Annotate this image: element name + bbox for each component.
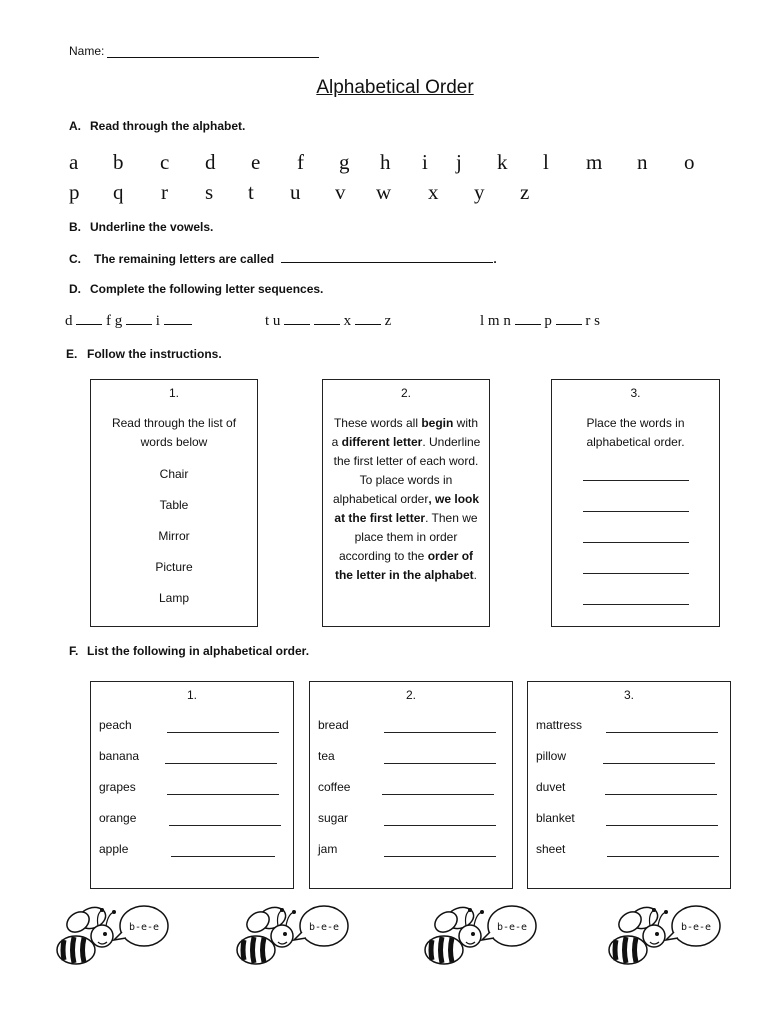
word-table: Table	[159, 498, 189, 512]
bee-bubble-text: b-e-e	[496, 922, 528, 933]
sequence-1-part: i	[155, 313, 160, 329]
word-mirror: Mirror	[158, 529, 190, 543]
bee-bubble-text: b-e-e	[680, 922, 712, 933]
answer-line[interactable]	[583, 573, 689, 574]
list-word: mattress	[536, 718, 583, 732]
answer-line[interactable]	[384, 856, 496, 857]
box-2-bold-part: different letter	[341, 435, 423, 449]
section-c-heading	[69, 250, 497, 266]
alphabet-letter: g	[339, 150, 350, 174]
page-title: Alphabetical Order	[316, 77, 474, 98]
alphabet-letter: d	[205, 150, 216, 174]
list-word: apple	[99, 842, 129, 856]
section-a-heading	[69, 119, 245, 133]
box-2-bold-part: order of the letter in the alphabet	[334, 549, 474, 582]
list-box-2-number: 2.	[405, 688, 416, 702]
section-e-heading	[66, 347, 222, 361]
answer-line[interactable]	[384, 825, 496, 826]
alphabet-letter: l	[543, 150, 549, 174]
bee-bubble-text: b-e-e	[128, 922, 160, 933]
sequence-1-part: f g	[106, 313, 123, 329]
section-c-label: C.	[69, 252, 81, 266]
list-word: banana	[99, 749, 140, 763]
list-word: duvet	[536, 780, 566, 794]
answer-line[interactable]	[169, 825, 281, 826]
answer-line[interactable]	[605, 794, 717, 795]
instruction-box-1-number: 1.	[168, 386, 179, 400]
alphabet-letter: z	[520, 180, 530, 204]
list-box-3-number: 3.	[623, 688, 634, 702]
sequence-3-part: p	[544, 313, 552, 329]
sequence-blank[interactable]	[164, 312, 192, 325]
answer-line[interactable]	[583, 480, 689, 481]
alphabet-letter: v	[335, 180, 346, 204]
section-e-text: Follow the instructions.	[87, 347, 222, 361]
instruction-box-2-number: 2.	[400, 386, 411, 400]
section-d-label: D.	[69, 282, 81, 296]
list-word: bread	[318, 718, 349, 732]
box-2-bold-part: begin	[421, 416, 454, 430]
bee-illustration	[604, 896, 724, 978]
bee-illustration	[232, 896, 352, 978]
sequence-blank[interactable]	[126, 312, 152, 325]
list-box-2	[309, 681, 513, 889]
section-f-heading	[69, 644, 309, 658]
bee-illustration	[52, 896, 172, 978]
instruction-box-2-text	[329, 414, 483, 585]
instruction-box-3-text: Place the words in alphabetical order.	[586, 416, 685, 449]
alphabet-letter: f	[297, 150, 304, 174]
list-word: peach	[99, 718, 132, 732]
section-c-text: The remaining letters are called	[94, 252, 275, 266]
sequence-blank[interactable]	[556, 312, 582, 325]
section-b-heading	[69, 220, 213, 234]
alphabet-letter: t	[248, 180, 254, 204]
box-2-text-part: . Underline the first letter of each word. To place words in alphabetical order	[332, 435, 481, 506]
alphabet-letter: w	[376, 180, 392, 204]
word-chair: Chair	[159, 467, 189, 481]
word-picture: Picture	[155, 560, 193, 574]
box-2-text-part: These words all	[333, 416, 422, 430]
bee-illustration	[420, 896, 540, 978]
instruction-box-3-number: 3.	[630, 386, 641, 400]
bee-bubble-text: b-e-e	[308, 922, 340, 933]
section-f-text: List the following in alphabetical order.	[87, 644, 310, 658]
word-lamp: Lamp	[158, 591, 190, 605]
answer-line[interactable]	[382, 794, 494, 795]
alphabet-letter: x	[428, 180, 439, 204]
sequence-blank[interactable]	[515, 312, 541, 325]
sequence-blank[interactable]	[314, 312, 340, 325]
sequence-3-part: l m n	[480, 313, 511, 329]
bee-icon	[52, 896, 172, 978]
list-word: jam	[318, 842, 338, 856]
answer-line[interactable]	[171, 856, 275, 857]
alphabet-letter: c	[160, 150, 170, 174]
alphabet-letter: m	[586, 150, 603, 174]
name-field-row	[69, 44, 319, 58]
instruction-box-3	[551, 379, 720, 627]
answer-line[interactable]	[606, 732, 718, 733]
section-d-text: Complete the following letter sequences.	[90, 282, 324, 296]
box-2-text-part: . Then we place them in order according to the	[338, 511, 478, 563]
section-d-heading	[69, 282, 323, 296]
section-e-label: E.	[66, 347, 78, 361]
list-word: pillow	[536, 749, 567, 763]
section-f-label: F.	[69, 644, 79, 658]
instruction-box-1	[90, 379, 258, 627]
sequence-1	[65, 312, 192, 330]
sequence-3-part: r s	[585, 313, 600, 329]
name-input-line[interactable]	[107, 44, 319, 58]
instruction-box-2	[322, 379, 490, 627]
list-word: orange	[99, 811, 137, 825]
alphabet-letter: a	[69, 150, 79, 174]
list-box-3	[527, 681, 731, 889]
bee-icon	[232, 896, 352, 978]
alphabet-letter: y	[474, 180, 485, 204]
sequence-2-part: t u	[265, 313, 281, 329]
list-word: coffee	[318, 780, 351, 794]
sequence-2-part: x	[343, 313, 352, 329]
bee-icon	[420, 896, 540, 978]
list-word: tea	[318, 749, 335, 763]
section-c-tail: .	[493, 252, 497, 266]
box-2-bold-part: , we look at the first letter	[334, 492, 480, 525]
section-a-text: Read through the alphabet.	[90, 119, 246, 133]
sequence-1-part: d	[65, 313, 73, 329]
section-b-text: Underline the vowels.	[90, 220, 214, 234]
instruction-box-1-intro: Read through the list of words below	[111, 416, 237, 449]
answer-line[interactable]	[583, 511, 689, 512]
answer-line[interactable]	[384, 763, 496, 764]
bee-icon	[604, 896, 724, 978]
box-2-text-part: with a	[331, 416, 479, 449]
section-a-label: A.	[69, 119, 81, 133]
alphabet-letter: b	[113, 150, 124, 174]
answer-line[interactable]	[606, 825, 718, 826]
alphabet-letter: s	[205, 180, 214, 204]
answer-line[interactable]	[165, 763, 277, 764]
alphabet-block	[0, 150, 768, 210]
alphabet-letter: q	[113, 180, 124, 204]
alphabet-letter: n	[637, 150, 648, 174]
sequence-3	[480, 312, 600, 330]
alphabet-letter: j	[456, 150, 462, 174]
alphabet-letter: p	[69, 180, 80, 204]
alphabet-letter: i	[422, 150, 428, 174]
sequence-blank[interactable]	[284, 312, 310, 325]
list-word: sugar	[318, 811, 349, 825]
box-2-text-part: .	[473, 568, 478, 582]
sequence-blank[interactable]	[355, 312, 381, 325]
answer-line[interactable]	[607, 856, 719, 857]
sequence-2	[265, 312, 391, 330]
answer-line[interactable]	[384, 732, 496, 733]
alphabet-letter: k	[497, 150, 508, 174]
alphabet-letter: u	[290, 180, 301, 204]
list-word: grapes	[99, 780, 136, 794]
alphabet-letter: o	[684, 150, 695, 174]
alphabet-letter: r	[161, 180, 168, 204]
answer-line[interactable]	[167, 732, 279, 733]
alphabet-letter: e	[251, 150, 261, 174]
list-word: sheet	[536, 842, 566, 856]
name-label: Name:	[69, 44, 105, 58]
sequence-blank[interactable]	[76, 312, 102, 325]
sequence-2-part: z	[384, 313, 392, 329]
answer-line[interactable]	[167, 794, 279, 795]
section-b-label: B.	[69, 220, 81, 234]
list-box-1-number: 1.	[186, 688, 197, 702]
alphabet-letter: h	[380, 150, 391, 174]
answer-line[interactable]	[583, 542, 689, 543]
list-box-1	[90, 681, 294, 889]
answer-line[interactable]	[603, 763, 715, 764]
section-c-answer-line[interactable]	[281, 250, 493, 263]
answer-line[interactable]	[583, 604, 689, 605]
list-word: blanket	[536, 811, 575, 825]
